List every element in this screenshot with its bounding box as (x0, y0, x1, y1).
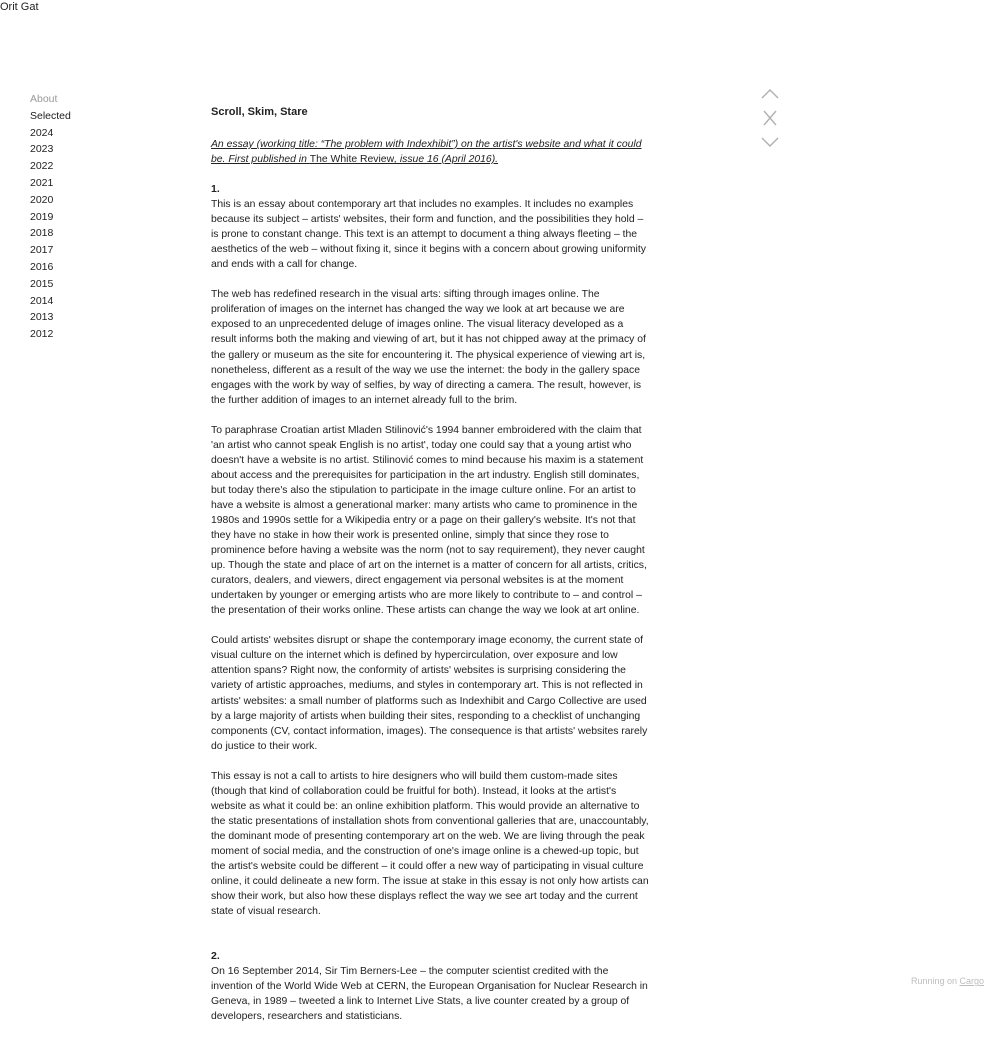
nav-item-about[interactable]: About (30, 93, 58, 105)
cargo-link[interactable]: Cargo (959, 976, 984, 986)
page-controls (760, 86, 780, 158)
nav-item-2024[interactable]: 2024 (30, 126, 54, 139)
nav-item-2021[interactable]: 2021 (30, 176, 54, 189)
section-number: 1. (211, 183, 220, 196)
article-intro (211, 137, 651, 167)
nav-item-2013[interactable]: 2013 (30, 311, 54, 324)
intro-text: An essay (working title: “The problem with Indexhibit”) on the artist's website and what it could be. First published in (211, 139, 642, 166)
article-paragraph: To paraphrase Croatian artist Mladen Stilinović's 1994 banner embroidered with the claim that 'an artist who cannot speak English is no artist', today one could say that a young artist who doesn't have a website is no artist. Stilinović comes to mind because his maxim is a statement about access and the prerequisites for participation in the art industry. English still dominates, but today there's also the stipulation to participate in the image culture online. For an artist to have a website is almost a generational marker: many artists who came to prominence in the 1980s and 1990s settle for a Wikipedia entry or a page on their gallery's website. It's not that they have no stake in how their work is presented online, simply that since they rose to prominence before having a website was the norm (not to say requirement), they never caught up. Though the state and place of art on the internet is a matter of concern for all artists, critics, curators, dealers, and viewers, direct engagement via personal websites is at the moment undertaken by younger or emerging artists who are more likely to contribute to – and control – the presentation of their works online. These artists can change the way we look at art online. (211, 424, 647, 617)
essay-article (211, 104, 651, 1039)
nav-item-2023[interactable]: 2023 (30, 143, 54, 156)
footer-prefix: Running on (910, 976, 960, 986)
nav-item-2015[interactable]: 2015 (30, 277, 54, 290)
nav-item-2020[interactable]: 2020 (30, 193, 54, 206)
nav-item-selected[interactable]: Selected (30, 109, 71, 122)
section-spacer (211, 934, 651, 949)
chevron-down-icon[interactable] (760, 134, 780, 150)
article-title: Scroll, Skim, Stare (211, 106, 308, 118)
nav-item-2022[interactable]: 2022 (30, 160, 54, 173)
article-paragraph: On 16 September 2014, Sir Tim Berners-Lee – the computer scientist credited with the invention of the World Wide Web at CERN, the European Organisation for Nuclear Research in Geneva, in 1989 – tweeted a link to Internet Live Stats, a live counter created by a group of developers, researchers and statisticians. (211, 966, 648, 1023)
section-number: 2. (211, 950, 220, 963)
article-paragraph: The web has redefined research in the visual arts: sifting through images online. The proliferation of images on the internet has changed the way we look at art because we are exposed to an unprecedented deluge of images online. The visual literacy developed as a result informs both the making and viewing of art, but it has not chipped away at the primacy of the gallery or museum as the site for encountering it. The physical experience of viewing art is, nonetheless, different as a result of the way we use the internet: the body in the gallery space engages with the work by way of selfies, by way of directing a camera. The result, however, is the further addition of images to an internet already full to the brim. (211, 289, 646, 406)
site-title-link[interactable]: Orit Gat (0, 1, 39, 13)
intro-issue: , issue 16 (April 2016). (394, 154, 499, 166)
nav-item-2016[interactable]: 2016 (30, 260, 54, 273)
nav-item-2019[interactable]: 2019 (30, 210, 54, 223)
article-paragraph: Could artists' websites disrupt or shape the contemporary image economy, the current state of visual culture on the internet which is defined by hypercirculation, over exposure and low attention spans? Right now, the conformity of artists' websites is surprising considering the variety of artistic approaches, mediums, and styles in contemporary art. This is not reflected in artists' websites: a small number of platforms such as Indexhibit and Cargo Collective are used by a large majority of artists when building their sites, responding to a checklist of unchanging components (CV, contact information, images). The consequence is that artists' websites rarely do justice to their work. (211, 635, 648, 752)
nav-item-2014[interactable]: 2014 (30, 294, 54, 307)
nav-item-2017[interactable]: 2017 (30, 244, 54, 257)
footer-credit (911, 976, 984, 986)
article-body (211, 182, 651, 1024)
chevron-up-icon[interactable] (760, 86, 780, 102)
article-paragraph: This is an essay about contemporary art that includes no examples. It includes no examples because its subject – artists' websites, their form and function, and the possibilities they hold – is prone to constant change. This text is an attempt to document a thing always fleeting – the aesthetics of the web – without fixing it, since it begins with a concern about growing uniformity and ends with a call for change. (211, 199, 646, 271)
nav-item-2012[interactable]: 2012 (30, 328, 54, 341)
intro-publication: The White Review (309, 154, 395, 166)
nav-item-2018[interactable]: 2018 (30, 227, 54, 240)
article-paragraph: This essay is not a call to artists to hire designers who will build them custom-made sites (though that kind of collaboration could be fruitful for both). Instead, it looks at the artist's website as what it could be: an online exhibition platform. This would provide an alternative to the static presentations of installation shots from conventional galleries that are, unaccountably, the dominant mode of presenting contemporary art on the web. We are living through the peak moment of social media, and the construction of one's image online is a chewed-up topic, but the artist's website could be different – it could offer a new way of participating in visual culture online, it could delineate a new form. The issue at stake in this essay is not only how artists can show their work, but also how these displays reflect the way we see art today and the current state of visual research. (211, 770, 649, 918)
close-icon[interactable] (760, 110, 780, 126)
sidebar-nav (30, 91, 150, 343)
